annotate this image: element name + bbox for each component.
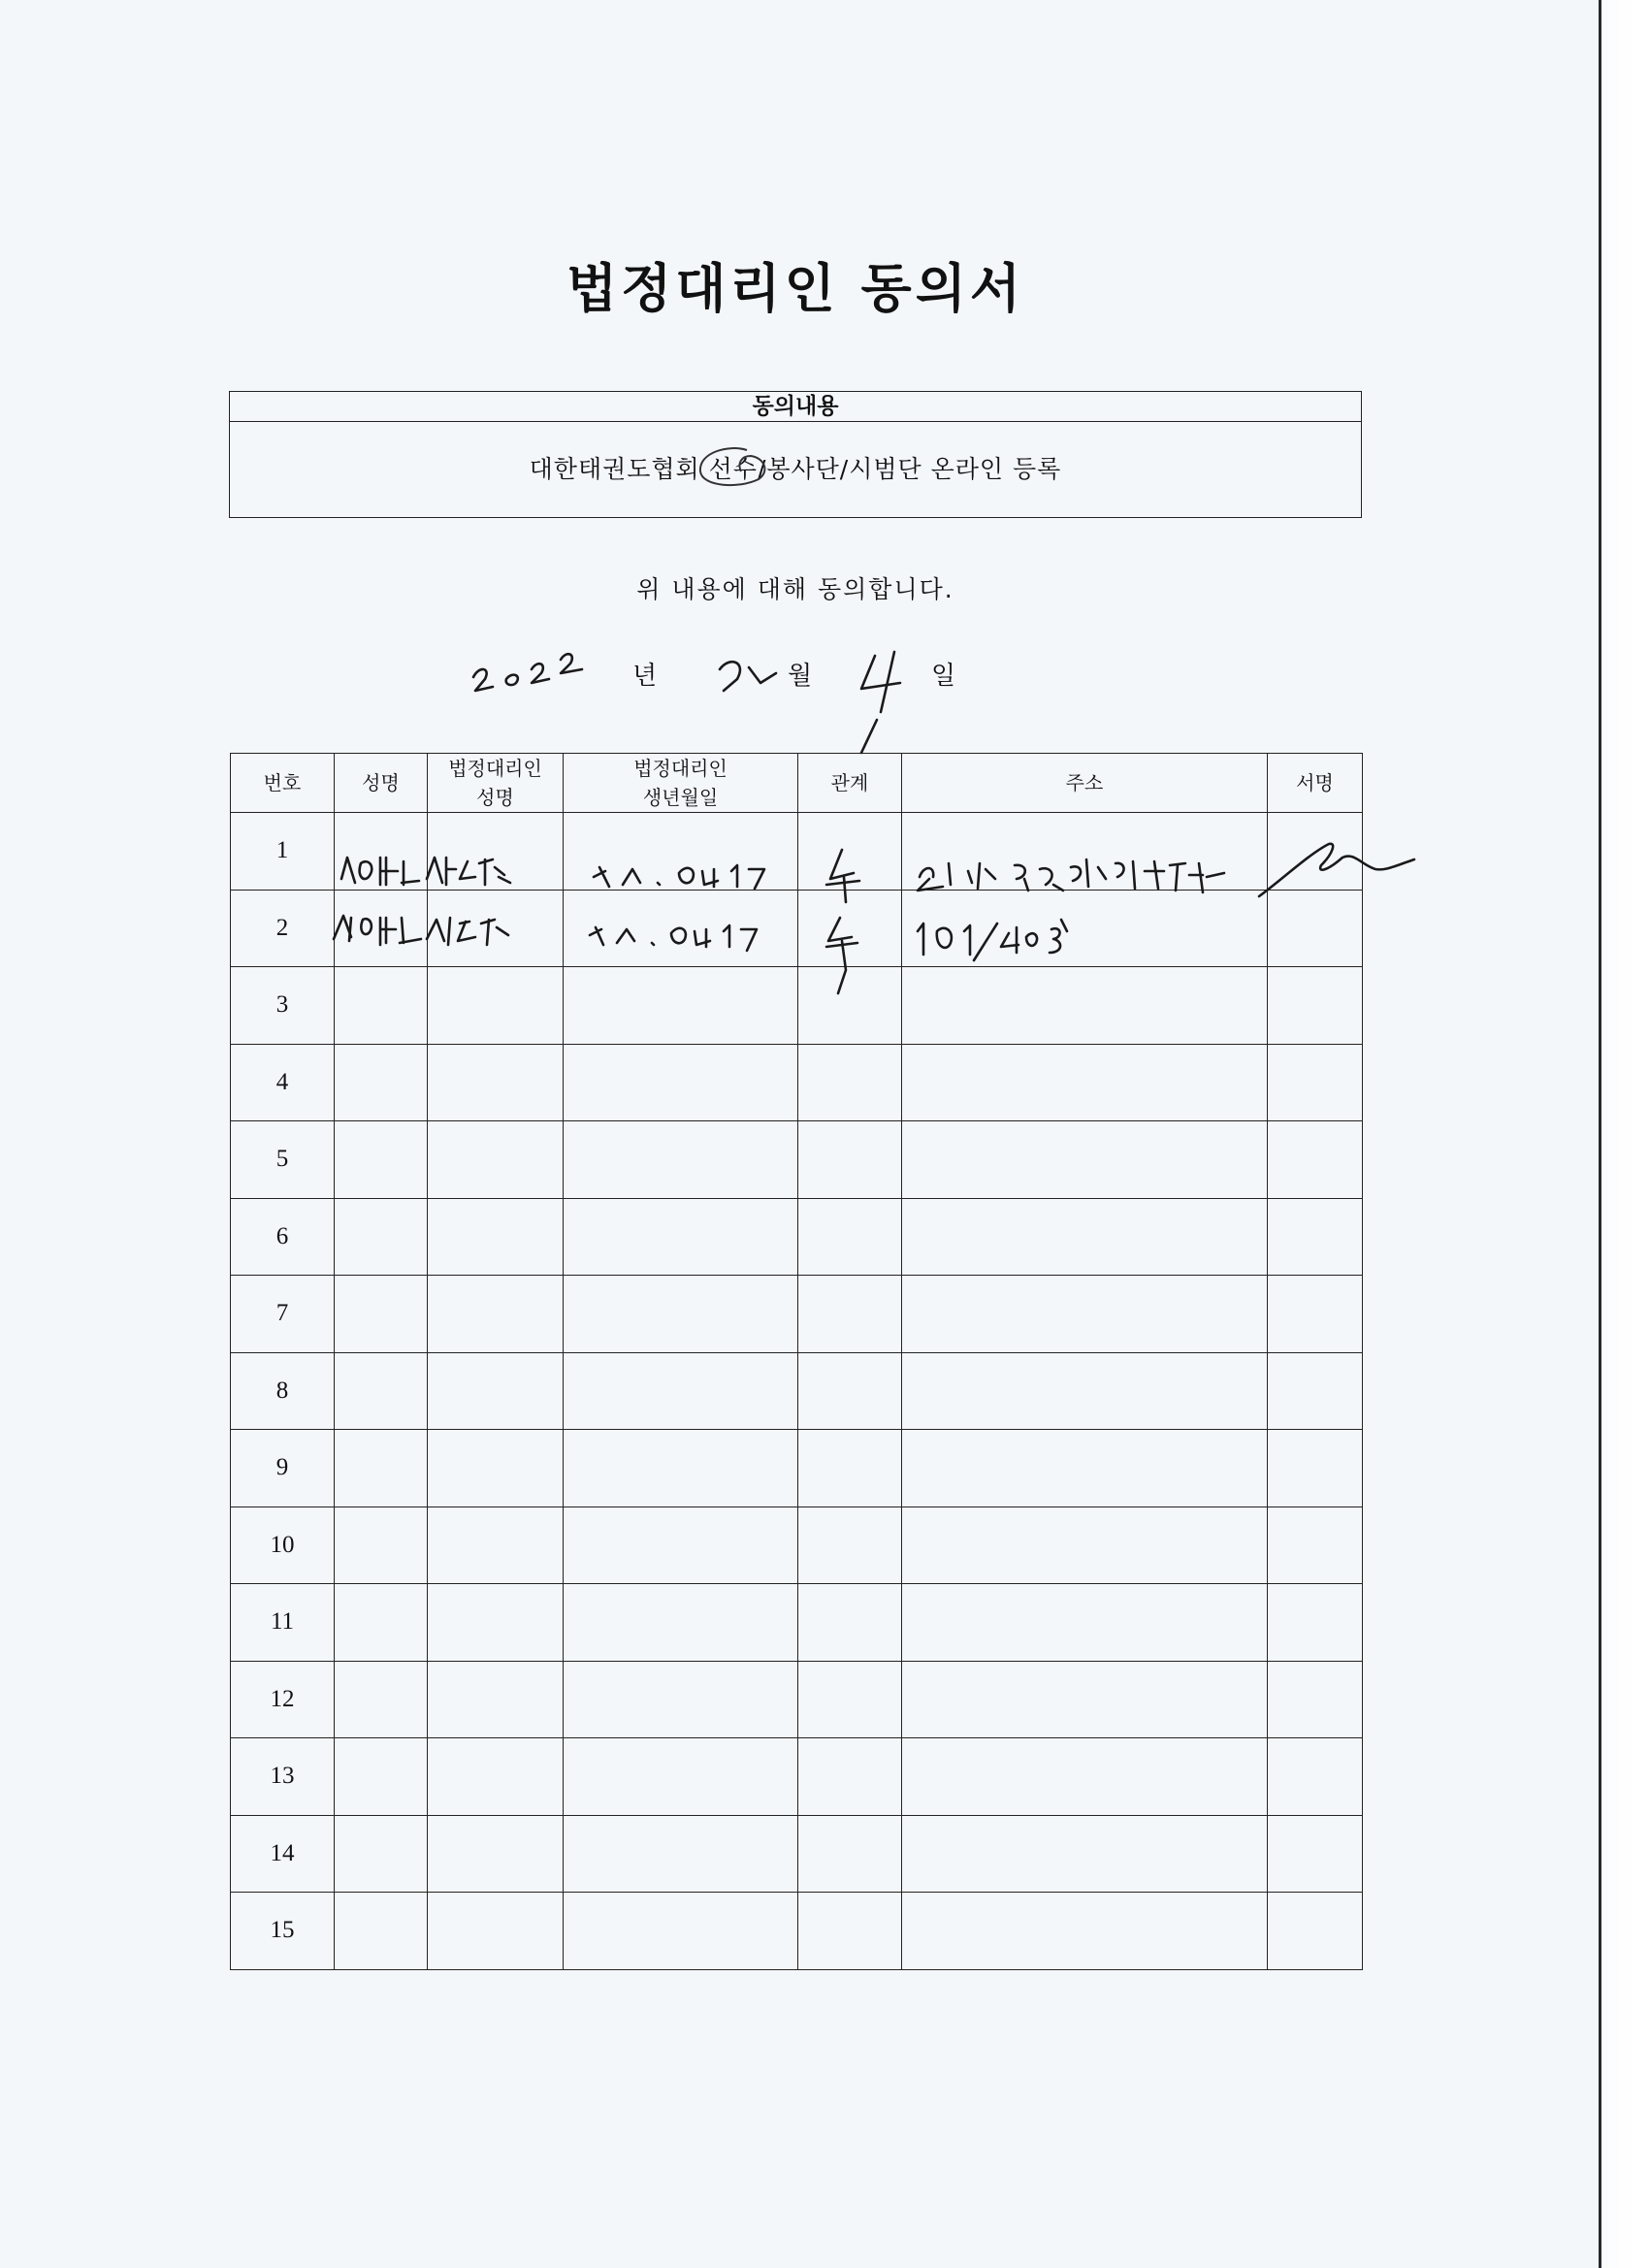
date-month-label: 월 [788, 662, 813, 691]
cell-name [335, 1198, 428, 1276]
cell-guardian-name [428, 1584, 564, 1662]
cell-signature [1268, 813, 1363, 891]
cell-name [335, 1430, 428, 1507]
cell-signature [1268, 1198, 1363, 1276]
cell-signature [1268, 1507, 1363, 1584]
table-row [231, 1121, 1363, 1199]
cell-guardian-name [428, 1815, 564, 1893]
consent-box [229, 391, 1362, 518]
cell-relation [798, 1121, 902, 1199]
cell-guardian-name [428, 1044, 564, 1121]
cell-guardian-name [428, 967, 564, 1045]
cell-name [335, 1893, 428, 1970]
cell-relation [798, 1584, 902, 1662]
cell-name [335, 1738, 428, 1816]
cell-signature [1268, 1430, 1363, 1507]
cell-address [902, 1738, 1268, 1816]
cell-guardian-name [428, 1198, 564, 1276]
cell-relation [798, 1661, 902, 1738]
cell-guardian-birthdate [564, 1276, 798, 1353]
header-number: 번호 [231, 754, 335, 813]
handwritten-year [473, 654, 582, 691]
cell-guardian-name [428, 1276, 564, 1353]
cell-name [335, 1276, 428, 1353]
cell-address [902, 1198, 1268, 1276]
cell-address [902, 1430, 1268, 1507]
cell-guardian-name [428, 1661, 564, 1738]
header-address: 주소 [902, 754, 1268, 813]
cell-address [902, 1121, 1268, 1199]
cell-signature [1268, 967, 1363, 1045]
table-row [231, 1738, 1363, 1816]
table-row [231, 1507, 1363, 1584]
cell-relation [798, 1815, 902, 1893]
cell-address [902, 1815, 1268, 1893]
cell-relation [798, 813, 902, 891]
cell-signature [1268, 890, 1363, 967]
table-row [231, 967, 1363, 1045]
cell-guardian-name [428, 1430, 564, 1507]
cell-name [335, 1044, 428, 1121]
cell-guardian-birthdate [564, 1352, 798, 1430]
cell-name [335, 1352, 428, 1430]
cell-address [902, 967, 1268, 1045]
handwritten-day [861, 652, 900, 753]
agreement-statement: 위 내용에 대해 동의합니다. [636, 575, 954, 603]
cell-relation [798, 1507, 902, 1584]
cell-guardian-name [428, 1121, 564, 1199]
table-header-row [231, 754, 1363, 813]
cell-signature [1268, 1893, 1363, 1970]
cell-address [902, 1352, 1268, 1430]
table-row [231, 1044, 1363, 1121]
cell-guardian-birthdate [564, 1815, 798, 1893]
cell-number: 7 [231, 1276, 335, 1353]
cell-guardian-birthdate [564, 1738, 798, 1816]
cell-guardian-name [428, 1893, 564, 1970]
cell-name [335, 1584, 428, 1662]
cell-guardian-birthdate [564, 967, 798, 1045]
table-row [231, 1198, 1363, 1276]
cell-address [902, 1276, 1268, 1353]
cell-guardian-name [428, 890, 564, 967]
table-row [231, 1352, 1363, 1430]
cell-guardian-birthdate [564, 1044, 798, 1121]
cell-name [335, 890, 428, 967]
cell-number: 2 [231, 890, 335, 967]
cell-name [335, 1507, 428, 1584]
header-guardian-birthdate: 법정대리인 생년월일 [564, 754, 798, 813]
cell-guardian-birthdate [564, 890, 798, 967]
cell-number: 8 [231, 1352, 335, 1430]
cell-address [902, 1893, 1268, 1970]
cell-address [902, 1507, 1268, 1584]
cell-guardian-birthdate [564, 1430, 798, 1507]
cell-guardian-birthdate [564, 1584, 798, 1662]
cell-number: 6 [231, 1198, 335, 1276]
table-row [231, 1815, 1363, 1893]
cell-relation [798, 1276, 902, 1353]
paper-edge-line [1599, 0, 1601, 2268]
cell-number: 4 [231, 1044, 335, 1121]
document-title: 법정대리인 동의서 [566, 258, 1025, 319]
table-row [231, 1893, 1363, 1970]
cell-signature [1268, 1661, 1363, 1738]
handwritten-circle-mark [691, 442, 778, 491]
cell-address [902, 813, 1268, 891]
cell-number: 12 [231, 1661, 335, 1738]
scanner-edge [1599, 0, 1649, 2268]
cell-relation [798, 1893, 902, 1970]
header-name: 성명 [335, 754, 428, 813]
cell-number: 10 [231, 1507, 335, 1584]
cell-guardian-birthdate [564, 1507, 798, 1584]
cell-guardian-birthdate [564, 1893, 798, 1970]
table-row [231, 1661, 1363, 1738]
cell-guardian-birthdate [564, 1121, 798, 1199]
consent-content: 대한태권도협회 선수/봉사단/시범단 온라인 등록 [529, 455, 1062, 483]
cell-signature [1268, 1738, 1363, 1816]
cell-relation [798, 1430, 902, 1507]
cell-number: 9 [231, 1430, 335, 1507]
date-day-label: 일 [931, 662, 956, 691]
cell-signature [1268, 1276, 1363, 1353]
cell-signature [1268, 1815, 1363, 1893]
table-row [231, 1584, 1363, 1662]
cell-name [335, 1121, 428, 1199]
cell-signature [1268, 1044, 1363, 1121]
cell-guardian-birthdate [564, 1198, 798, 1276]
cell-guardian-birthdate [564, 813, 798, 891]
cell-relation [798, 1198, 902, 1276]
date-year-label: 년 [632, 662, 658, 691]
cell-relation [798, 1044, 902, 1121]
cell-signature [1268, 1584, 1363, 1662]
table-row [231, 890, 1363, 967]
cell-number: 15 [231, 1893, 335, 1970]
cell-number: 1 [231, 813, 335, 891]
cell-address [902, 1044, 1268, 1121]
header-relation: 관계 [798, 754, 902, 813]
cell-name [335, 1815, 428, 1893]
cell-relation [798, 1352, 902, 1430]
cell-guardian-birthdate [564, 1661, 798, 1738]
cell-signature [1268, 1121, 1363, 1199]
cell-guardian-name [428, 1507, 564, 1584]
table-row [231, 1430, 1363, 1507]
cell-signature [1268, 1352, 1363, 1430]
cell-number: 3 [231, 967, 335, 1045]
cell-address [902, 890, 1268, 967]
cell-guardian-name [428, 1352, 564, 1430]
table-row [231, 1276, 1363, 1353]
cell-number: 11 [231, 1584, 335, 1662]
cell-name [335, 967, 428, 1045]
cell-relation [798, 967, 902, 1045]
consent-heading: 동의내용 [230, 392, 1361, 422]
cell-relation [798, 890, 902, 967]
cell-number: 13 [231, 1738, 335, 1816]
header-signature: 서명 [1268, 754, 1363, 813]
cell-name [335, 1661, 428, 1738]
cell-guardian-name [428, 813, 564, 891]
handwritten-month [720, 662, 776, 691]
cell-guardian-name [428, 1738, 564, 1816]
participants-table [230, 753, 1363, 1970]
cell-number: 14 [231, 1815, 335, 1893]
header-guardian-name: 법정대리인 성명 [428, 754, 564, 813]
cell-name [335, 813, 428, 891]
table-row [231, 813, 1363, 891]
cell-address [902, 1584, 1268, 1662]
cell-relation [798, 1738, 902, 1816]
cell-address [902, 1661, 1268, 1738]
cell-number: 5 [231, 1121, 335, 1199]
